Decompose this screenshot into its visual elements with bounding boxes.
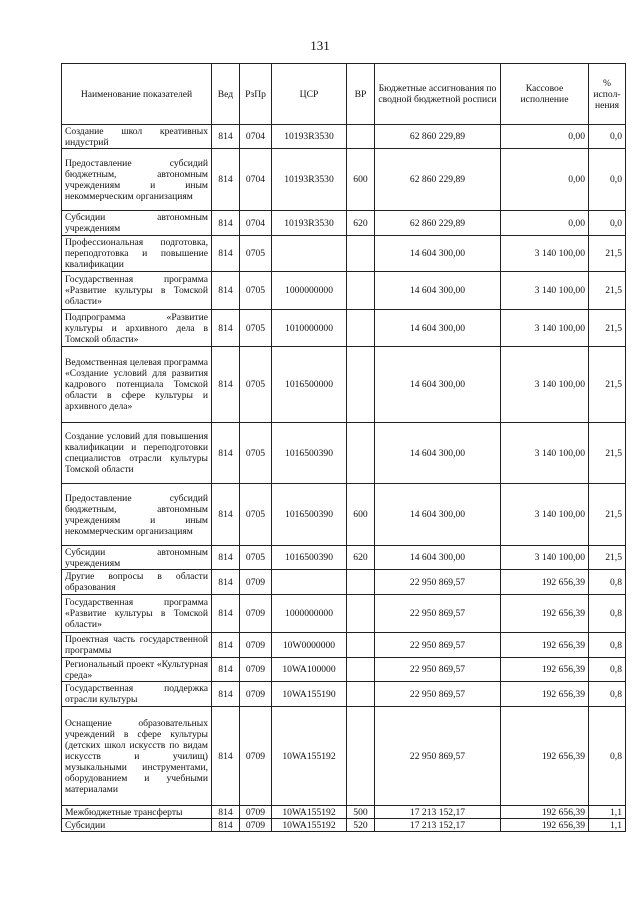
header-ved: Вед [212, 64, 240, 125]
row-rzpr: 0705 [240, 236, 272, 272]
row-cash: 192 656,39 [501, 806, 589, 819]
row-csr: 1016500390 [272, 423, 347, 484]
table-row [62, 125, 626, 149]
row-cash: 192 656,39 [501, 658, 589, 682]
row-ved: 814 [212, 211, 240, 236]
row-csr: 1010000000 [272, 310, 347, 347]
row-vr [347, 707, 375, 806]
row-csr: 10WA155192 [272, 806, 347, 819]
row-budget: 17 213 152,17 [375, 806, 501, 819]
row-csr [272, 236, 347, 272]
row-budget: 22 950 869,57 [375, 570, 501, 595]
row-cash: 192 656,39 [501, 633, 589, 658]
row-budget: 22 950 869,57 [375, 595, 501, 633]
row-rzpr: 0705 [240, 310, 272, 347]
row-name: Оснащение образовательных учреждений в сфере культуры (детских школ искусств по видам искусств и училищ) музыкальными инструментами, оборудованием и учебными материалами [62, 707, 212, 806]
row-cash: 0,00 [501, 125, 589, 149]
table-row [62, 484, 626, 546]
row-budget: 22 950 869,57 [375, 707, 501, 806]
row-pct: 0,0 [589, 125, 626, 149]
table-row [62, 211, 626, 236]
row-name: Субсидии автономным учреждениям [62, 211, 212, 236]
row-name: Подпрограмма «Развитие культуры и архивного дела в Томской области» [62, 310, 212, 347]
row-ved: 814 [212, 272, 240, 310]
row-ved: 814 [212, 595, 240, 633]
row-cash: 3 140 100,00 [501, 423, 589, 484]
row-csr: 10193R3530 [272, 211, 347, 236]
row-name: Межбюджетные трансферты [62, 806, 212, 819]
row-vr [347, 423, 375, 484]
row-name: Государственная программа «Развитие культуры в Томской области» [62, 595, 212, 633]
row-ved: 814 [212, 546, 240, 570]
row-name: Создание школ креативных индустрий [62, 125, 212, 149]
row-name: Субсидии [62, 819, 212, 832]
row-ved: 814 [212, 125, 240, 149]
row-name: Создание условий для повышения квалификации и переподготовки специалистов отрасли культуры Томской области [62, 423, 212, 484]
table-row [62, 819, 626, 832]
table-row [62, 707, 626, 806]
row-vr: 600 [347, 484, 375, 546]
row-rzpr: 0704 [240, 211, 272, 236]
table-row [62, 272, 626, 310]
table-row [62, 682, 626, 707]
row-cash: 192 656,39 [501, 595, 589, 633]
row-csr: 1016500390 [272, 484, 347, 546]
row-budget: 22 950 869,57 [375, 658, 501, 682]
row-budget: 14 604 300,00 [375, 347, 501, 423]
row-cash: 3 140 100,00 [501, 272, 589, 310]
row-rzpr: 0705 [240, 423, 272, 484]
row-pct: 0,8 [589, 707, 626, 806]
row-pct: 21,5 [589, 546, 626, 570]
row-cash: 192 656,39 [501, 819, 589, 832]
row-pct: 21,5 [589, 484, 626, 546]
row-rzpr: 0709 [240, 707, 272, 806]
table-row [62, 658, 626, 682]
row-vr [347, 236, 375, 272]
page-number: 131 [310, 38, 330, 53]
row-ved: 814 [212, 633, 240, 658]
row-rzpr: 0705 [240, 347, 272, 423]
header-csr: ЦСР [272, 64, 347, 125]
table-row [62, 236, 626, 272]
table-row [62, 423, 626, 484]
row-csr [272, 570, 347, 595]
row-rzpr: 0709 [240, 658, 272, 682]
row-budget: 17 213 152,17 [375, 819, 501, 832]
budget-table [61, 63, 626, 832]
row-vr: 520 [347, 819, 375, 832]
row-name: Государственная поддержка отрасли культуры [62, 682, 212, 707]
row-budget: 14 604 300,00 [375, 236, 501, 272]
header-budget: Бюджетные ассигнования по сводной бюджетной росписи [375, 64, 501, 125]
row-pct: 21,5 [589, 236, 626, 272]
row-vr: 600 [347, 149, 375, 211]
row-ved: 814 [212, 149, 240, 211]
table-row [62, 633, 626, 658]
row-csr: 1016500000 [272, 347, 347, 423]
row-rzpr: 0705 [240, 272, 272, 310]
row-csr: 10193R3530 [272, 149, 347, 211]
row-rzpr: 0709 [240, 819, 272, 832]
row-rzpr: 0704 [240, 125, 272, 149]
row-cash: 0,00 [501, 149, 589, 211]
row-csr: 1000000000 [272, 272, 347, 310]
table-row [62, 347, 626, 423]
table-header-row [62, 64, 626, 125]
header-pct: % испол-нения [589, 64, 626, 125]
row-name: Субсидии автономным учреждениям [62, 546, 212, 570]
row-vr [347, 570, 375, 595]
row-budget: 62 860 229,89 [375, 125, 501, 149]
table-row [62, 310, 626, 347]
table-row [62, 595, 626, 633]
row-ved: 814 [212, 707, 240, 806]
row-name: Предоставление субсидий бюджетным, автономным учреждениям и иным некоммерческим организациям [62, 149, 212, 211]
row-pct: 21,5 [589, 310, 626, 347]
header-name: Наименование показателей [62, 64, 212, 125]
row-ved: 814 [212, 310, 240, 347]
row-budget: 62 860 229,89 [375, 149, 501, 211]
row-name: Проектная часть государственной программы [62, 633, 212, 658]
row-rzpr: 0709 [240, 806, 272, 819]
row-csr: 10WA100000 [272, 658, 347, 682]
table-row [62, 546, 626, 570]
row-cash: 192 656,39 [501, 570, 589, 595]
row-cash: 3 140 100,00 [501, 347, 589, 423]
row-csr: 10WA155192 [272, 707, 347, 806]
row-vr [347, 125, 375, 149]
row-pct: 1,1 [589, 819, 626, 832]
header-vr: ВР [347, 64, 375, 125]
table-row [62, 149, 626, 211]
row-cash: 3 140 100,00 [501, 546, 589, 570]
row-cash: 3 140 100,00 [501, 236, 589, 272]
row-ved: 814 [212, 484, 240, 546]
row-name: Предоставление субсидий бюджетным, автономным учреждениям и иным некоммерческим организациям [62, 484, 212, 546]
row-csr: 10WA155192 [272, 819, 347, 832]
table-row [62, 570, 626, 595]
row-ved: 814 [212, 423, 240, 484]
row-budget: 62 860 229,89 [375, 211, 501, 236]
row-pct: 1,1 [589, 806, 626, 819]
row-name: Ведомственная целевая программа «Создание условий для развития кадрового потенциала Томской области в сфере культуры и архивного дела» [62, 347, 212, 423]
row-ved: 814 [212, 682, 240, 707]
row-cash: 192 656,39 [501, 682, 589, 707]
row-vr: 620 [347, 546, 375, 570]
row-budget: 14 604 300,00 [375, 546, 501, 570]
row-ved: 814 [212, 658, 240, 682]
row-name: Профессиональная подготовка, переподготовка и повышение квалификации [62, 236, 212, 272]
row-pct: 0,8 [589, 633, 626, 658]
row-pct: 0,8 [589, 595, 626, 633]
row-ved: 814 [212, 806, 240, 819]
row-csr: 10WA155190 [272, 682, 347, 707]
row-csr: 10W0000000 [272, 633, 347, 658]
row-rzpr: 0709 [240, 633, 272, 658]
header-rzpr: РзПр [240, 64, 272, 125]
row-pct: 0,8 [589, 570, 626, 595]
row-pct: 0,8 [589, 682, 626, 707]
row-cash: 3 140 100,00 [501, 310, 589, 347]
row-budget: 14 604 300,00 [375, 423, 501, 484]
row-pct: 21,5 [589, 347, 626, 423]
row-rzpr: 0709 [240, 570, 272, 595]
row-vr [347, 272, 375, 310]
row-vr [347, 658, 375, 682]
row-rzpr: 0709 [240, 682, 272, 707]
row-name: Другие вопросы в области образования [62, 570, 212, 595]
row-vr [347, 682, 375, 707]
row-name: Государственная программа «Развитие культуры в Томской области» [62, 272, 212, 310]
row-rzpr: 0705 [240, 484, 272, 546]
row-csr: 10193R3530 [272, 125, 347, 149]
table-row [62, 806, 626, 819]
row-budget: 14 604 300,00 [375, 272, 501, 310]
row-vr: 620 [347, 211, 375, 236]
row-budget: 22 950 869,57 [375, 633, 501, 658]
row-vr: 500 [347, 806, 375, 819]
row-budget: 22 950 869,57 [375, 682, 501, 707]
row-vr [347, 633, 375, 658]
row-pct: 0,0 [589, 149, 626, 211]
row-pct: 21,5 [589, 272, 626, 310]
row-cash: 0,00 [501, 211, 589, 236]
row-vr [347, 310, 375, 347]
row-pct: 21,5 [589, 423, 626, 484]
header-cash: Кассовое исполнение [501, 64, 589, 125]
row-vr [347, 595, 375, 633]
row-budget: 14 604 300,00 [375, 484, 501, 546]
row-vr [347, 347, 375, 423]
row-csr: 1000000000 [272, 595, 347, 633]
row-name: Региональный проект «Культурная среда» [62, 658, 212, 682]
row-cash: 3 140 100,00 [501, 484, 589, 546]
row-budget: 14 604 300,00 [375, 310, 501, 347]
row-rzpr: 0709 [240, 595, 272, 633]
row-pct: 0,8 [589, 658, 626, 682]
row-cash: 192 656,39 [501, 707, 589, 806]
row-ved: 814 [212, 347, 240, 423]
row-pct: 0,0 [589, 211, 626, 236]
row-rzpr: 0705 [240, 546, 272, 570]
row-csr: 1016500390 [272, 546, 347, 570]
row-rzpr: 0704 [240, 149, 272, 211]
row-ved: 814 [212, 819, 240, 832]
row-ved: 814 [212, 570, 240, 595]
row-ved: 814 [212, 236, 240, 272]
